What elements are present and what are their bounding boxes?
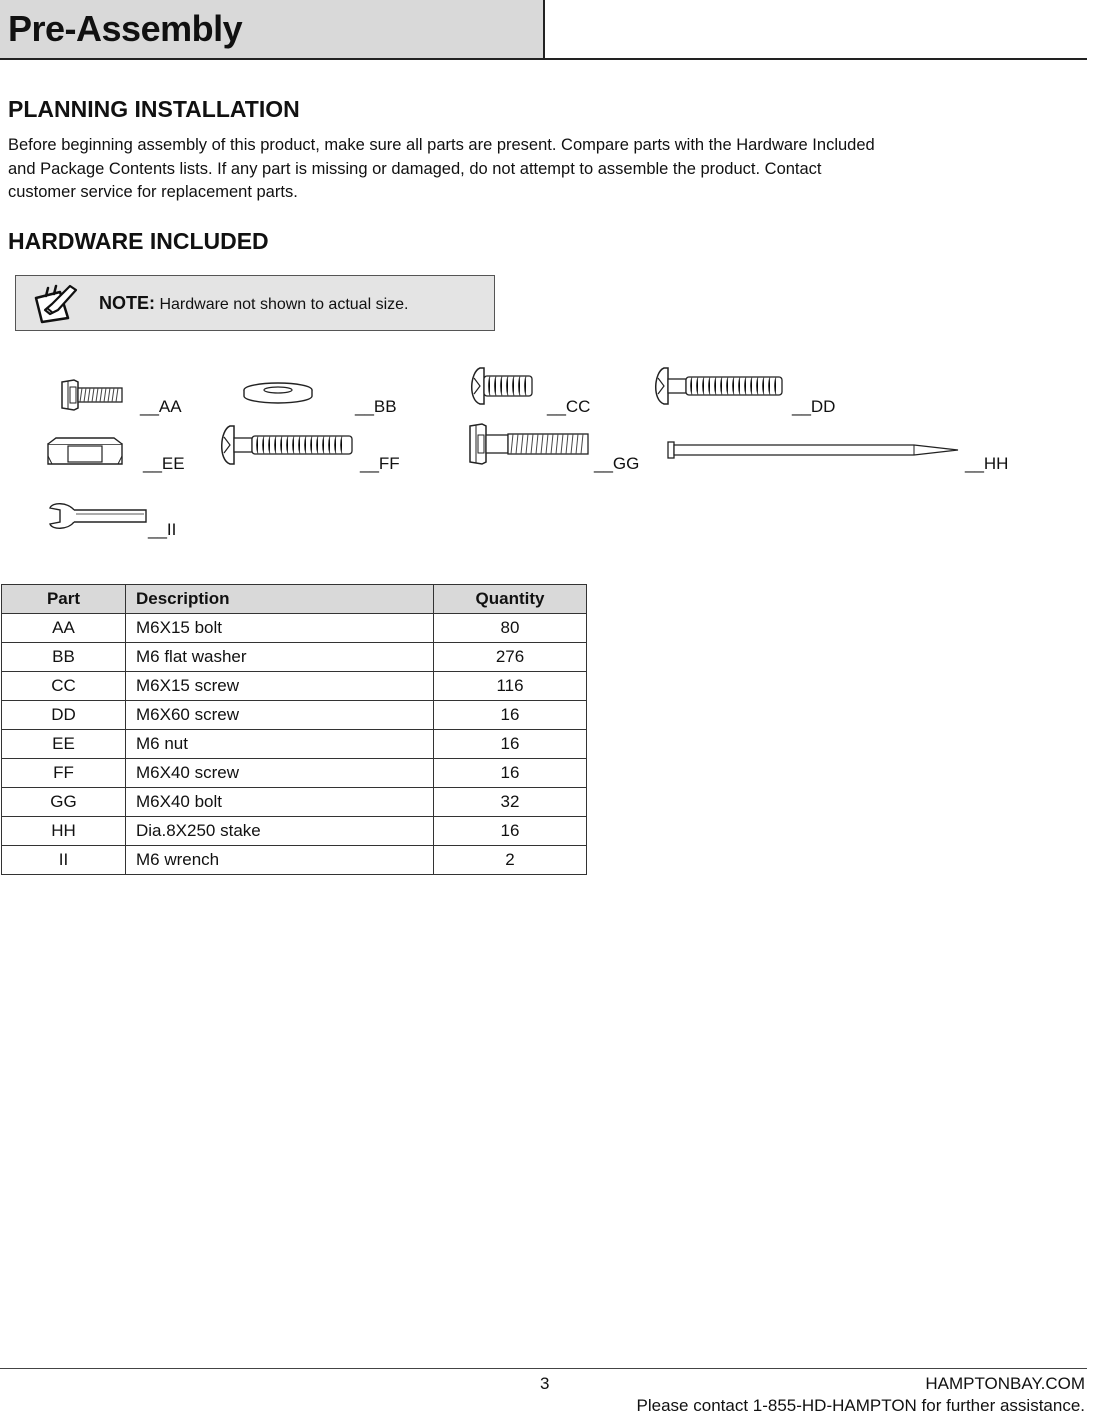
header-rule bbox=[0, 58, 1087, 60]
quantity-cell: 116 bbox=[434, 672, 587, 701]
note-text bbox=[99, 293, 408, 314]
wrench-ii-icon bbox=[46, 500, 150, 532]
part-cell: FF bbox=[2, 759, 126, 788]
part-cell: EE bbox=[2, 730, 126, 759]
screw-cc-icon bbox=[466, 366, 538, 406]
part-cell: II bbox=[2, 846, 126, 875]
hardware-label-hh: __HH bbox=[965, 454, 1009, 473]
table-row bbox=[2, 701, 587, 730]
page-title: Pre-Assembly bbox=[8, 8, 243, 49]
part-cell: BB bbox=[2, 643, 126, 672]
planning-line: Before beginning assembly of this product, make sure all parts are present. Compare parts with the Hardware Included bbox=[8, 136, 875, 154]
bolt-gg-icon bbox=[466, 422, 592, 466]
part-cell: HH bbox=[2, 817, 126, 846]
description-cell: M6X15 screw bbox=[126, 672, 434, 701]
note-pad-icon bbox=[30, 284, 82, 324]
screw-ff-icon bbox=[216, 424, 356, 466]
stake-hh-icon bbox=[666, 438, 962, 462]
hardware-label-ii: __II bbox=[148, 520, 177, 539]
quantity-cell: 16 bbox=[434, 759, 587, 788]
description-cell: M6 flat washer bbox=[126, 643, 434, 672]
hardware-label-ff: __FF bbox=[360, 454, 400, 473]
hardware-table bbox=[1, 584, 587, 875]
quantity-cell: 16 bbox=[434, 817, 587, 846]
quantity-cell: 276 bbox=[434, 643, 587, 672]
column-header-quantity: Quantity bbox=[434, 585, 587, 614]
nut-ee-icon bbox=[44, 436, 126, 470]
description-cell: M6X60 screw bbox=[126, 701, 434, 730]
flat-washer-bb-icon bbox=[242, 380, 314, 406]
hardware-label-cc: __CC bbox=[547, 397, 591, 416]
planning-paragraph bbox=[8, 134, 948, 205]
hardware-label-bb: __BB bbox=[355, 397, 397, 416]
hardware-label-gg: __GG bbox=[594, 454, 640, 473]
quantity-cell: 2 bbox=[434, 846, 587, 875]
planning-line: customer service for replacement parts. bbox=[8, 183, 298, 201]
note-box bbox=[15, 275, 495, 331]
part-cell: CC bbox=[2, 672, 126, 701]
quantity-cell: 16 bbox=[434, 730, 587, 759]
header-tab bbox=[0, 0, 545, 58]
table-row bbox=[2, 730, 587, 759]
quantity-cell: 80 bbox=[434, 614, 587, 643]
part-cell: DD bbox=[2, 701, 126, 730]
screw-dd-icon bbox=[650, 366, 786, 406]
quantity-cell: 32 bbox=[434, 788, 587, 817]
table-row bbox=[2, 643, 587, 672]
footer-contact: Please contact 1-855-HD-HAMPTON for further assistance. bbox=[636, 1396, 1085, 1415]
table-row bbox=[2, 614, 587, 643]
hardware-label-ee: __EE bbox=[143, 454, 185, 473]
quantity-cell: 16 bbox=[434, 701, 587, 730]
table-header-row bbox=[2, 585, 587, 614]
part-cell: GG bbox=[2, 788, 126, 817]
table-row bbox=[2, 788, 587, 817]
part-cell: AA bbox=[2, 614, 126, 643]
description-cell: M6 nut bbox=[126, 730, 434, 759]
hardware-label-aa: __AA bbox=[140, 397, 182, 416]
table-row bbox=[2, 846, 587, 875]
note-label: NOTE: bbox=[99, 293, 155, 313]
footer-site: HAMPTONBAY.COM bbox=[925, 1374, 1085, 1393]
column-header-description: Description bbox=[126, 585, 434, 614]
hardware-label-dd: __DD bbox=[792, 397, 836, 416]
description-cell: M6X40 screw bbox=[126, 759, 434, 788]
description-cell: M6X15 bolt bbox=[126, 614, 434, 643]
planning-line: and Package Contents lists. If any part is missing or damaged, do not attempt to assemble the product. Contact bbox=[8, 159, 822, 178]
planning-heading: PLANNING INSTALLATION bbox=[8, 96, 300, 122]
description-cell: M6 wrench bbox=[126, 846, 434, 875]
page-number: 3 bbox=[540, 1374, 550, 1393]
bolt-aa-icon bbox=[58, 378, 126, 412]
table-row bbox=[2, 672, 587, 701]
table-row bbox=[2, 759, 587, 788]
description-cell: Dia.8X250 stake bbox=[126, 817, 434, 846]
footer-rule bbox=[0, 1368, 1087, 1369]
table-row bbox=[2, 817, 587, 846]
hardware-heading: HARDWARE INCLUDED bbox=[8, 228, 269, 254]
column-header-part: Part bbox=[2, 585, 126, 614]
note-message: Hardware not shown to actual size. bbox=[159, 296, 409, 313]
description-cell: M6X40 bolt bbox=[126, 788, 434, 817]
